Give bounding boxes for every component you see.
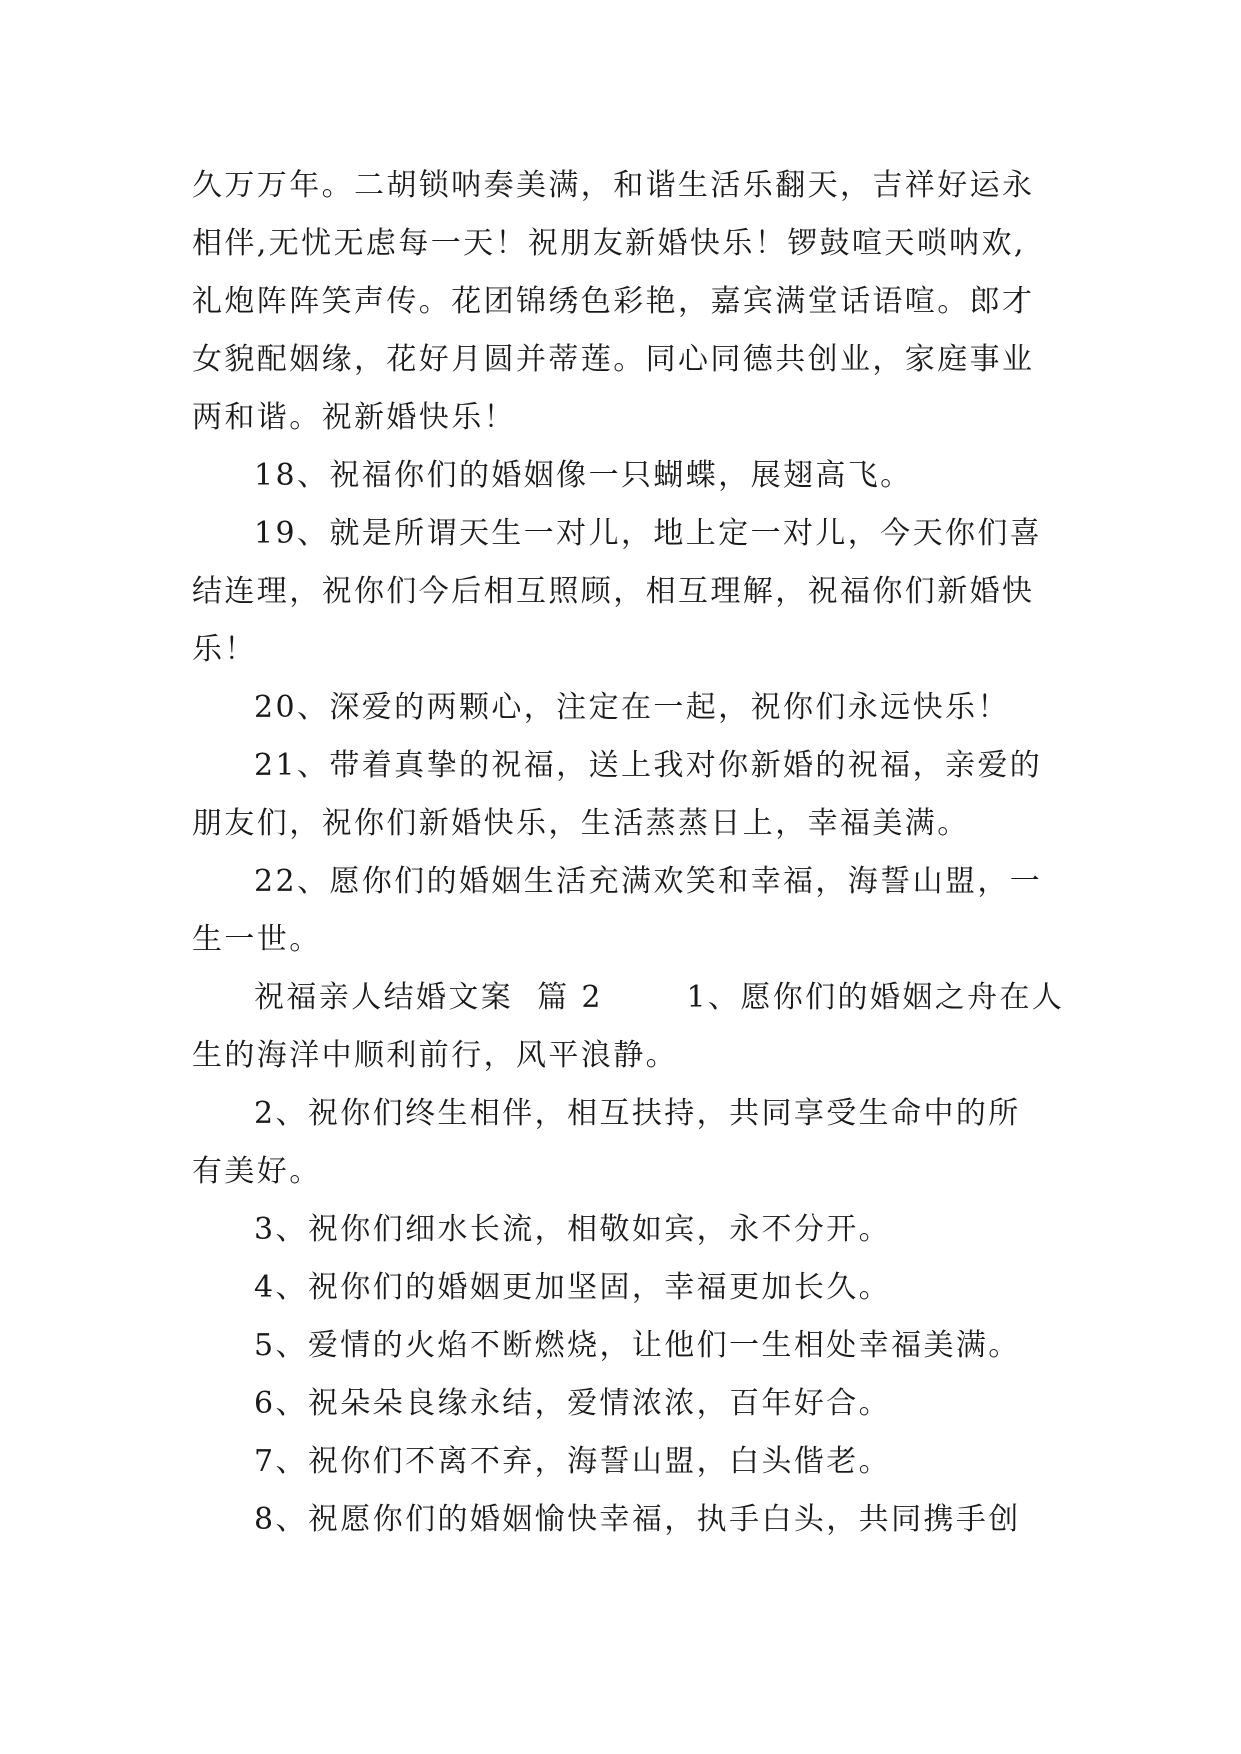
text-line: 久万万年。二胡锁呐奏美满，和谐生活乐翻天，吉祥好运永	[192, 168, 1035, 203]
text-line: 朋友们，祝你们新婚快乐，生活蒸蒸日上，幸福美满。	[192, 806, 970, 841]
text-line: 女貌配姻缘，花好月圆并蒂莲。同心同德共创业，家庭事业	[192, 342, 1035, 377]
text-line: 生的海洋中顺利前行，风平浪静。	[192, 1038, 678, 1073]
list-item-22: 22、愿你们的婚姻生活充满欢笑和幸福，海誓山盟，一	[254, 864, 1043, 899]
text-line: 乐！	[192, 632, 257, 667]
text-line: 生一世。	[192, 922, 322, 957]
text-line: 相伴,无忧无虑每一天！祝朋友新婚快乐！锣鼓喧天唢呐欢,	[192, 226, 1026, 261]
list-item-21: 21、带着真挚的祝福，送上我对你新婚的祝福，亲爱的	[254, 748, 1043, 783]
text-line: 有美好。	[192, 1154, 322, 1189]
list-item-8: 8、祝愿你们的婚姻愉快幸福，执手白头，共同携手创	[254, 1502, 1021, 1537]
text-line: 礼炮阵阵笑声传。花团锦绣色彩艳，嘉宾满堂话语喧。郎才	[192, 284, 1035, 319]
section-heading: 祝福亲人结婚文案 篇 2 1、愿你们的婚姻之舟在人	[254, 980, 1065, 1015]
list-item-18: 18、祝福你们的婚姻像一只蝴蝶，展翅高飞。	[254, 458, 913, 493]
list-item-3: 3、祝你们细水长流，相敬如宾，永不分开。	[254, 1212, 892, 1247]
list-item-5: 5、爱情的火焰不断燃烧，让他们一生相处幸福美满。	[254, 1328, 1021, 1363]
text-line: 两和谐。祝新婚快乐！	[192, 400, 516, 435]
list-item-6: 6、祝朵朵良缘永结，爱情浓浓，百年好合。	[254, 1386, 892, 1421]
list-item-19: 19、就是所谓天生一对儿，地上定一对儿，今天你们喜	[254, 516, 1043, 551]
list-item-4: 4、祝你们的婚姻更加坚固，幸福更加长久。	[254, 1270, 892, 1305]
list-item-7: 7、祝你们不离不弃，海誓山盟，白头偕老。	[254, 1444, 892, 1479]
list-item-2: 2、祝你们终生相伴，相互扶持，共同享受生命中的所	[254, 1096, 1021, 1131]
list-item-20: 20、深爱的两颗心，注定在一起，祝你们永远快乐！	[254, 690, 1010, 725]
text-line: 结连理，祝你们今后相互照顾，相互理解，祝福你们新婚快	[192, 574, 1035, 609]
